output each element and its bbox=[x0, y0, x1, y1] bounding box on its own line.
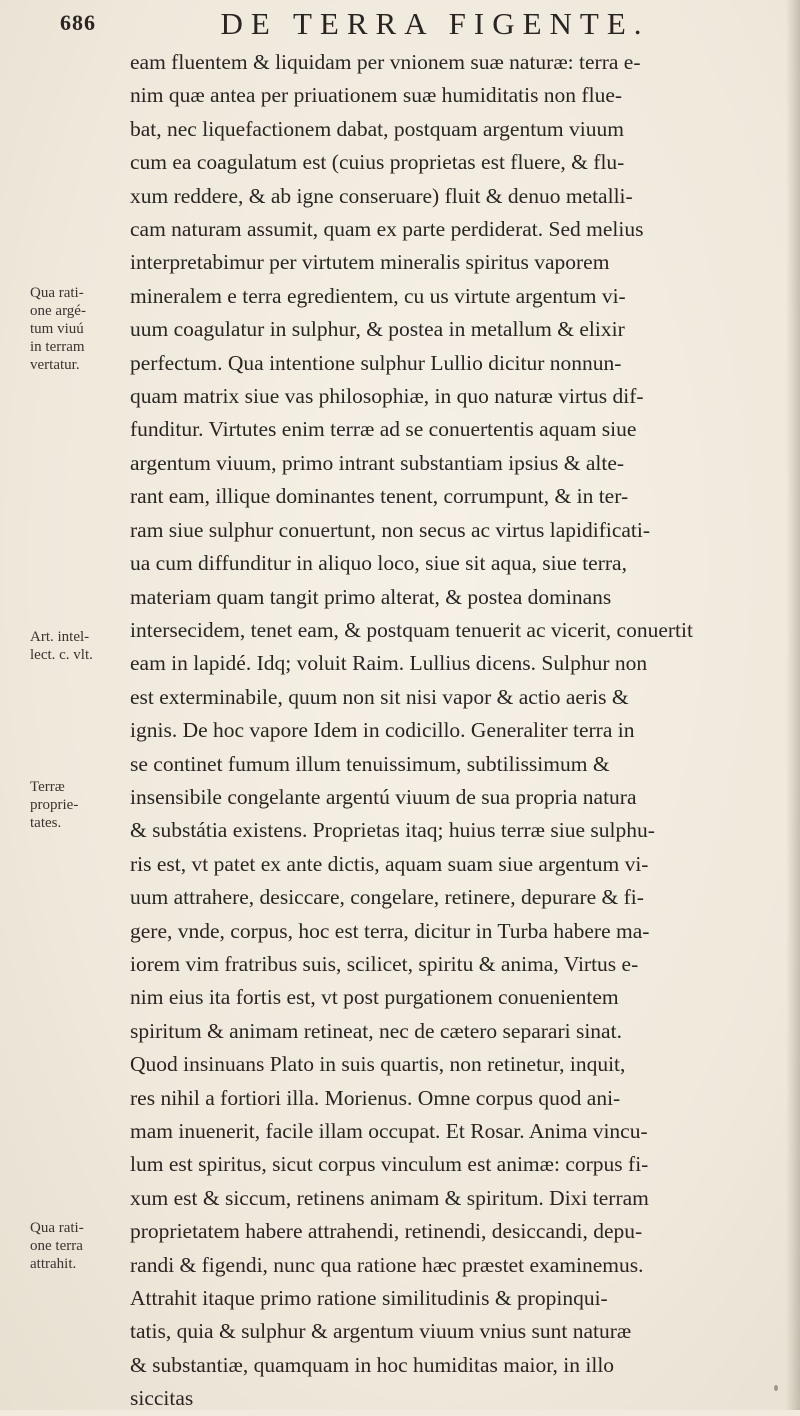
text-line: gere, vnde, corpus, hoc est terra, dicitur in Turba habere ma- bbox=[130, 918, 650, 943]
margin-line: in terram bbox=[30, 339, 85, 355]
marginal-note-argentum-vivum bbox=[30, 284, 130, 374]
page-number: 686 bbox=[60, 10, 96, 35]
text-line: & substantiæ, quamquam in hoc humiditas maior, in illo bbox=[130, 1352, 615, 1377]
main-text-block bbox=[130, 46, 778, 1416]
margin-line: Terræ bbox=[30, 779, 65, 795]
text-line: Quod insinuans Plato in suis quartis, non retinetur, inquit, bbox=[130, 1052, 626, 1077]
text-line: cum ea coagulatum est (cuius proprietas est fluere, & flu- bbox=[130, 150, 625, 175]
text-line: quam matrix siue vas philosophiæ, in quo naturæ virtus dif- bbox=[130, 384, 644, 409]
text-line: se continet fumum illum tenuissimum, subtilissimum & bbox=[130, 751, 610, 776]
running-title: DE TERRA FIGENTE. bbox=[220, 6, 650, 41]
text-line: xum est & siccum, retinens animam & spiritum. Dixi terram bbox=[130, 1185, 649, 1210]
text-line: ua cum diffunditur in aliquo loco, siue sit aqua, siue terra, bbox=[130, 551, 627, 576]
text-line: intersecidem, tenet eam, & postquam tenuerit ac vicerit, conuertit bbox=[130, 617, 693, 642]
marginal-note-terra-attrahit bbox=[30, 1219, 130, 1273]
text-line: perfectum. Qua intentione sulphur Lullio dicitur nonnun- bbox=[130, 350, 622, 375]
ink-spot bbox=[774, 1385, 778, 1391]
margin-line: proprie- bbox=[30, 797, 79, 813]
text-line: mam inuenerit, facile illam occupat. Et Rosar. Anima vincu- bbox=[130, 1119, 648, 1143]
text-line: cam naturam assumit, quam ex parte perdiderat. Sed melius bbox=[130, 217, 644, 242]
page-gutter-shadow bbox=[786, 0, 800, 1410]
text-line: proprietatem habere attrahendi, retinendi, desiccandi, depu- bbox=[130, 1219, 643, 1244]
page-header bbox=[60, 0, 760, 44]
text-line: res nihil a fortiori illa. Morienus. Omne corpus quod ani- bbox=[130, 1085, 621, 1110]
margin-line: Qua rati- bbox=[30, 285, 84, 301]
text-line: iorem vim fratribus suis, scilicet, spiritu & anima, Virtus e- bbox=[130, 951, 639, 976]
text-line: funditur. Virtutes enim terræ ad se conuertentis aquam siue bbox=[130, 417, 637, 442]
text-line: argentum viuum, primo intrant substantiam ipsius & alte- bbox=[130, 450, 625, 475]
margin-line: one terra bbox=[30, 1238, 83, 1254]
text-line: eam fluentem & liquidam per vnionem suæ naturæ: terra e- bbox=[130, 50, 641, 74]
text-line: est exterminabile, quum non sit nisi vapor & actio aeris & bbox=[130, 684, 629, 709]
text-line: lum est spiritus, sicut corpus vinculum est animæ: corpus fi- bbox=[130, 1152, 649, 1177]
text-line: uum coagulatur in sulphur, & postea in metallum & elixir bbox=[130, 317, 625, 342]
text-line: uum attrahere, desiccare, congelare, retinere, depurare & fi- bbox=[130, 885, 644, 910]
text-line: tatis, quia & sulphur & argentum viuum vnius sunt naturæ bbox=[130, 1319, 632, 1344]
text-line: bat, nec liquefactionem dabat, postquam argentum viuum bbox=[130, 116, 624, 141]
margin-line: attrahit. bbox=[30, 1256, 77, 1272]
margin-line: tates. bbox=[30, 815, 62, 831]
text-line: interpretabimur per virtutem mineralis spiritus vaporem bbox=[130, 250, 610, 275]
margin-line: Qua rati- bbox=[30, 1220, 84, 1236]
text-line: nim quæ antea per priuationem suæ humiditatis non fluе- bbox=[130, 83, 623, 108]
text-line: mineralem e terra egredientem, cu us virtute argentum vi- bbox=[130, 283, 626, 308]
marginal-note-terrae-proprietates bbox=[30, 778, 130, 832]
text-line: ignis. De hoc vapore Idem in codicillo. Generaliter terra in bbox=[130, 718, 635, 743]
text-line: ram siue sulphur conuertunt, non secus ac virtus lapidificati- bbox=[130, 517, 651, 542]
margin-line: one argé- bbox=[30, 303, 86, 319]
text-line: materiam quam tangit primo alterat, & postea dominans bbox=[130, 584, 612, 609]
margin-line: Art. intel- bbox=[30, 629, 90, 645]
marginal-note-reference bbox=[30, 628, 130, 664]
margin-line: tum viuú bbox=[30, 321, 84, 337]
margin-line: vertatur. bbox=[30, 357, 80, 373]
text-line: ris est, vt patet ex ante dictis, aquam suam siue argentum vi- bbox=[130, 851, 649, 876]
text-line: nim eius ita fortis est, vt post purgationem conuenientem bbox=[130, 985, 619, 1010]
text-line: Attrahit itaque primo ratione similitudinis & propinqui- bbox=[130, 1286, 608, 1311]
text-line: eam in lapidé. Idq; voluit Raim. Lullius dicens. Sulphur non bbox=[130, 651, 648, 676]
text-line: insensibile congelante argentú viuum de sua propria natura bbox=[130, 784, 637, 809]
text-line: & substátia existens. Proprietas itaq; huius terræ siue sulphu- bbox=[130, 818, 655, 843]
margin-line: lect. c. vlt. bbox=[30, 647, 93, 663]
text-line: randi & figendi, nunc qua ratione hæc præstet examinemus. bbox=[130, 1252, 644, 1277]
text-line: xum reddere, & ab igne conseruare) fluit & denuo metalli- bbox=[130, 183, 633, 208]
text-line: siccitas bbox=[130, 1386, 194, 1411]
text-line: rant eam, illique dominantes tenent, corrumpunt, & in ter- bbox=[130, 484, 629, 509]
text-line: spiritum & animam retineat, nec de cætero separari sinat. bbox=[130, 1018, 622, 1043]
